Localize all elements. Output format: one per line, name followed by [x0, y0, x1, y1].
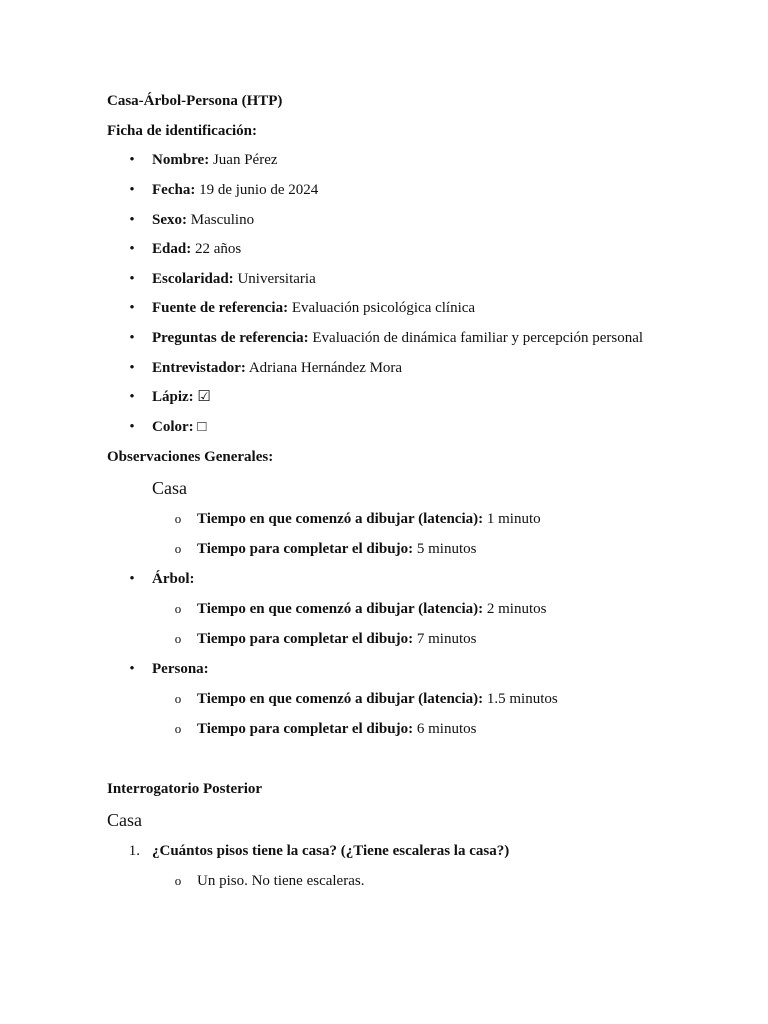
arbol-label: Árbol:	[152, 571, 195, 587]
interrogatorio-section-title: Casa	[107, 810, 142, 830]
document-title: Casa-Árbol-Persona (HTP)	[107, 93, 283, 109]
bullet-marker: •	[129, 241, 135, 257]
empty-box-icon: □	[197, 419, 207, 435]
field-value: Evaluación psicológica clínica	[291, 300, 476, 316]
field-label: Fecha:	[152, 182, 196, 198]
casa-subheading: Casa	[152, 478, 187, 498]
field-value: 19 de junio de 2024	[199, 182, 319, 198]
casa-completar: Tiempo para completar el dibujo: 5 minutos	[197, 541, 477, 557]
checked-box-icon: ☑	[197, 389, 211, 405]
field-label: Color:	[152, 419, 194, 435]
field-label: Entrevistador:	[152, 360, 246, 376]
question-text: ¿Cuántos pisos tiene la casa? (¿Tiene escaleras la casa?)	[152, 843, 510, 859]
field-label: Fuente de referencia:	[152, 300, 289, 316]
answer-text: Un piso. No tiene escaleras.	[197, 873, 365, 889]
sub-bullet-marker: o	[174, 541, 182, 556]
bullet-marker: •	[129, 271, 135, 287]
field-label: Preguntas de referencia:	[152, 330, 309, 346]
sub-bullet-marker: o	[174, 511, 182, 526]
field-label: Lápiz:	[152, 389, 194, 405]
field-value: Adriana Hernández Mora	[248, 360, 403, 376]
sub-bullet-marker: o	[174, 601, 182, 616]
bullet-marker: •	[129, 182, 135, 198]
bullet-marker: •	[129, 152, 135, 168]
sub-bullet-marker: o	[174, 691, 182, 706]
bullet-marker: •	[129, 419, 135, 435]
bullet-marker: •	[129, 389, 135, 405]
sub-bullet-marker: o	[174, 631, 182, 646]
observaciones-heading: Observaciones Generales:	[107, 449, 274, 465]
persona-latencia: Tiempo en que comenzó a dibujar (latencia): 1.5 minutos	[197, 691, 558, 707]
bullet-marker: •	[129, 661, 135, 677]
field-label: Escolaridad:	[152, 271, 234, 287]
bullet-marker: •	[129, 212, 135, 228]
sub-bullet-marker: o	[174, 721, 182, 736]
persona-label: Persona:	[152, 661, 209, 677]
bullet-marker: •	[129, 300, 135, 316]
field-value: Universitaria	[237, 271, 316, 287]
arbol-completar: Tiempo para completar el dibujo: 7 minutos	[197, 631, 477, 647]
field-value: Juan Pérez	[212, 152, 278, 168]
question-number: 1.	[128, 843, 140, 859]
sub-bullet-marker: o	[174, 873, 182, 888]
field-label: Sexo:	[152, 212, 187, 228]
arbol-latencia: Tiempo en que comenzó a dibujar (latencia): 2 minutos	[197, 601, 547, 617]
casa-latencia: Tiempo en que comenzó a dibujar (latencia): 1 minuto	[197, 511, 541, 527]
persona-completar: Tiempo para completar el dibujo: 6 minutos	[197, 721, 477, 737]
ficha-heading: Ficha de identificación:	[107, 123, 257, 139]
bullet-marker: •	[129, 330, 135, 346]
bullet-marker: •	[129, 360, 135, 376]
field-label: Nombre:	[152, 152, 210, 168]
bullet-marker: •	[129, 571, 135, 587]
interrogatorio-heading: Interrogatorio Posterior	[107, 781, 263, 797]
field-value: Evaluación de dinámica familiar y percepción personal	[312, 330, 644, 346]
field-value: Masculino	[190, 212, 255, 228]
field-label: Edad:	[152, 241, 192, 257]
field-value: 22 años	[194, 241, 242, 257]
